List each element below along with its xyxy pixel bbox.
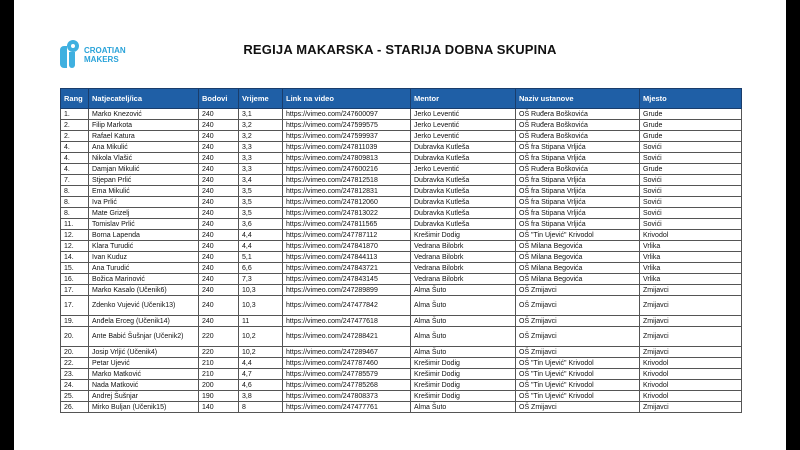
table-row bbox=[61, 186, 742, 197]
table-cell: Krivodol bbox=[640, 380, 742, 391]
table-cell: Grude bbox=[640, 164, 742, 175]
table-cell: 190 bbox=[199, 391, 239, 402]
table-cell: 2. bbox=[61, 131, 89, 142]
table-cell: Alma Šuto bbox=[411, 327, 516, 347]
table-cell: 240 bbox=[199, 219, 239, 230]
table-cell: OŠ Zmijavci bbox=[516, 402, 640, 413]
table-cell: 240 bbox=[199, 109, 239, 120]
table-cell: Zmijavci bbox=[640, 402, 742, 413]
table-cell: Sovići bbox=[640, 186, 742, 197]
table-cell: Vedrana Bilobrk bbox=[411, 263, 516, 274]
table-cell: 3,2 bbox=[239, 120, 283, 131]
table-cell: 11 bbox=[239, 316, 283, 327]
table-cell: OŠ Zmijavci bbox=[516, 296, 640, 316]
table-cell: Zmijavci bbox=[640, 347, 742, 358]
table-cell: 220 bbox=[199, 347, 239, 358]
table-cell: 4,6 bbox=[239, 380, 283, 391]
table-cell: Zdenko Vujević (Učenik13) bbox=[89, 296, 199, 316]
table-cell: Tomislav Prlić bbox=[89, 219, 199, 230]
table-cell: Dubravka Kutleša bbox=[411, 197, 516, 208]
table-cell: OŠ Zmijavci bbox=[516, 327, 640, 347]
table-cell: Krešimir Dodig bbox=[411, 391, 516, 402]
table-cell: 5,1 bbox=[239, 252, 283, 263]
table-cell: Dubravka Kutleša bbox=[411, 142, 516, 153]
table-cell: Zmijavci bbox=[640, 316, 742, 327]
table-cell: 210 bbox=[199, 369, 239, 380]
table-cell: 3,5 bbox=[239, 208, 283, 219]
video-link[interactable]: https://vimeo.com/247289899 bbox=[283, 285, 411, 296]
table-row bbox=[61, 109, 742, 120]
table-cell: 4,4 bbox=[239, 230, 283, 241]
column-header: Bodovi bbox=[199, 89, 239, 109]
video-link[interactable]: https://vimeo.com/247841870 bbox=[283, 241, 411, 252]
table-cell: 240 bbox=[199, 230, 239, 241]
table-cell: Iva Prlić bbox=[89, 197, 199, 208]
table-cell: Vedrana Bilobrk bbox=[411, 274, 516, 285]
video-link[interactable]: https://vimeo.com/247599937 bbox=[283, 131, 411, 142]
table-cell: Vedrana Bilobrk bbox=[411, 241, 516, 252]
table-cell: 19. bbox=[61, 316, 89, 327]
table-cell: 240 bbox=[199, 120, 239, 131]
table-row bbox=[61, 402, 742, 413]
video-link[interactable]: https://vimeo.com/247812518 bbox=[283, 175, 411, 186]
table-cell: Filip Markota bbox=[89, 120, 199, 131]
table-cell: OŠ "Tin Ujević" Krivodol bbox=[516, 358, 640, 369]
table-cell: 240 bbox=[199, 263, 239, 274]
table-body bbox=[61, 109, 742, 413]
table-cell: 16. bbox=[61, 274, 89, 285]
table-row bbox=[61, 120, 742, 131]
video-link[interactable]: https://vimeo.com/247787460 bbox=[283, 358, 411, 369]
video-link[interactable]: https://vimeo.com/247600216 bbox=[283, 164, 411, 175]
table-cell: OŠ "Tin Ujević" Krivodol bbox=[516, 391, 640, 402]
video-link[interactable]: https://vimeo.com/247289467 bbox=[283, 347, 411, 358]
table-cell: Zmijavci bbox=[640, 327, 742, 347]
table-cell: Stjepan Prlić bbox=[89, 175, 199, 186]
table-cell: Dubravka Kutleša bbox=[411, 175, 516, 186]
column-header: Naziv ustanove bbox=[516, 89, 640, 109]
table-cell: Jerko Leventić bbox=[411, 131, 516, 142]
table-cell: Jerko Leventić bbox=[411, 109, 516, 120]
table-cell: Ivan Kuduz bbox=[89, 252, 199, 263]
table-cell: Vrlika bbox=[640, 274, 742, 285]
table-cell: Alma Šuto bbox=[411, 316, 516, 327]
table-cell: 140 bbox=[199, 402, 239, 413]
table-cell: Zmijavci bbox=[640, 296, 742, 316]
table-cell: 3,5 bbox=[239, 197, 283, 208]
table-cell: OŠ fra Stipana Vrljića bbox=[516, 142, 640, 153]
table-cell: 26. bbox=[61, 402, 89, 413]
table-cell: 240 bbox=[199, 142, 239, 153]
table-cell: 3,3 bbox=[239, 153, 283, 164]
video-link[interactable]: https://vimeo.com/247811565 bbox=[283, 219, 411, 230]
table-cell: 240 bbox=[199, 153, 239, 164]
table-row bbox=[61, 142, 742, 153]
table-cell: Klara Turudić bbox=[89, 241, 199, 252]
column-header: Link na video bbox=[283, 89, 411, 109]
table-row bbox=[61, 131, 742, 142]
video-link[interactable]: https://vimeo.com/247812831 bbox=[283, 186, 411, 197]
table-cell: 240 bbox=[199, 285, 239, 296]
table-cell: Mirko Buljan (Učenik15) bbox=[89, 402, 199, 413]
table-cell: 8. bbox=[61, 208, 89, 219]
table-cell: Vrlika bbox=[640, 241, 742, 252]
table-cell: 240 bbox=[199, 197, 239, 208]
table-cell: Sovići bbox=[640, 197, 742, 208]
table-cell: 3,1 bbox=[239, 109, 283, 120]
document-page bbox=[14, 0, 786, 450]
table-cell: 2. bbox=[61, 120, 89, 131]
table-cell: Krivodol bbox=[640, 358, 742, 369]
table-cell: OŠ "Tin Ujević" Krivodol bbox=[516, 369, 640, 380]
table-cell: 3,3 bbox=[239, 164, 283, 175]
video-link[interactable]: https://vimeo.com/247785268 bbox=[283, 380, 411, 391]
table-cell: 210 bbox=[199, 358, 239, 369]
video-link[interactable]: https://vimeo.com/247477618 bbox=[283, 316, 411, 327]
video-link[interactable]: https://vimeo.com/247599575 bbox=[283, 120, 411, 131]
table-cell: Grude bbox=[640, 131, 742, 142]
table-cell: OŠ fra Stipana Vrljića bbox=[516, 186, 640, 197]
table-cell: OŠ Milana Begovića bbox=[516, 263, 640, 274]
video-link[interactable]: https://vimeo.com/247288421 bbox=[283, 327, 411, 347]
logo-line-2: MAKERS bbox=[84, 55, 119, 64]
table-cell: 4,7 bbox=[239, 369, 283, 380]
table-cell: 3,2 bbox=[239, 131, 283, 142]
table-row bbox=[61, 369, 742, 380]
table-cell: 12. bbox=[61, 230, 89, 241]
video-link[interactable]: https://vimeo.com/247600097 bbox=[283, 109, 411, 120]
table-cell: Ana Mikulić bbox=[89, 142, 199, 153]
table-cell: OŠ fra Stipana Vrljića bbox=[516, 208, 640, 219]
table-cell: Damjan Mikulić bbox=[89, 164, 199, 175]
column-header: Mentor bbox=[411, 89, 516, 109]
table-cell: 220 bbox=[199, 327, 239, 347]
table-cell: 10,2 bbox=[239, 347, 283, 358]
table-cell: Vedrana Bilobrk bbox=[411, 252, 516, 263]
table-cell: Nada Matković bbox=[89, 380, 199, 391]
table-cell: 3,8 bbox=[239, 391, 283, 402]
table-cell: 240 bbox=[199, 208, 239, 219]
table-row bbox=[61, 230, 742, 241]
table-cell: 17. bbox=[61, 296, 89, 316]
table-cell: Krivodol bbox=[640, 369, 742, 380]
table-cell: Sovići bbox=[640, 208, 742, 219]
table-cell: Grude bbox=[640, 109, 742, 120]
table-cell: Anđela Erceg (Učenik14) bbox=[89, 316, 199, 327]
table-row bbox=[61, 327, 742, 347]
table-cell: 23. bbox=[61, 369, 89, 380]
table-row bbox=[61, 316, 742, 327]
table-cell: Sovići bbox=[640, 142, 742, 153]
table-cell: Alma Šuto bbox=[411, 347, 516, 358]
video-link[interactable]: https://vimeo.com/247844113 bbox=[283, 252, 411, 263]
video-link[interactable]: https://vimeo.com/247787112 bbox=[283, 230, 411, 241]
table-cell: Petar Ujević bbox=[89, 358, 199, 369]
table-cell: OŠ "Tin Ujević" Krivodol bbox=[516, 380, 640, 391]
table-cell: 240 bbox=[199, 241, 239, 252]
table-cell: OŠ Milana Begovića bbox=[516, 274, 640, 285]
table-cell: Krešimir Dodig bbox=[411, 380, 516, 391]
table-cell: OŠ Ruđera Boškovića bbox=[516, 120, 640, 131]
table-cell: 4. bbox=[61, 153, 89, 164]
table-cell: 240 bbox=[199, 316, 239, 327]
table-row bbox=[61, 380, 742, 391]
table-cell: 240 bbox=[199, 131, 239, 142]
logo-line-1: CROATIAN bbox=[84, 46, 126, 55]
video-link[interactable]: https://vimeo.com/247477842 bbox=[283, 296, 411, 316]
video-link[interactable]: https://vimeo.com/247811039 bbox=[283, 142, 411, 153]
video-link[interactable]: https://vimeo.com/247813022 bbox=[283, 208, 411, 219]
table-cell: Dubravka Kutleša bbox=[411, 219, 516, 230]
table-cell: 25. bbox=[61, 391, 89, 402]
table-cell: 240 bbox=[199, 274, 239, 285]
table-cell: 12. bbox=[61, 241, 89, 252]
table-cell: 20. bbox=[61, 327, 89, 347]
table-row bbox=[61, 274, 742, 285]
table-cell: Alma Šuto bbox=[411, 296, 516, 316]
table-row bbox=[61, 208, 742, 219]
table-cell: OŠ Zmijavci bbox=[516, 316, 640, 327]
table-row bbox=[61, 358, 742, 369]
table-row bbox=[61, 164, 742, 175]
table-cell: Marko Matković bbox=[89, 369, 199, 380]
table-cell: Mate Grizelj bbox=[89, 208, 199, 219]
table-cell: Krešimir Dodig bbox=[411, 369, 516, 380]
table-cell: Krivodol bbox=[640, 391, 742, 402]
table-cell: Josip Vrljić (Učenik4) bbox=[89, 347, 199, 358]
table-row bbox=[61, 197, 742, 208]
table-cell: 8. bbox=[61, 197, 89, 208]
table-cell: Marko Kasalo (Učenik6) bbox=[89, 285, 199, 296]
table-row bbox=[61, 153, 742, 164]
table-cell: Ante Babić Šušnjar (Učenik2) bbox=[89, 327, 199, 347]
video-link[interactable]: https://vimeo.com/247812060 bbox=[283, 197, 411, 208]
column-header: Vrijeme bbox=[239, 89, 283, 109]
table-cell: Jerko Leventić bbox=[411, 164, 516, 175]
video-link[interactable]: https://vimeo.com/247477761 bbox=[283, 402, 411, 413]
table-cell: Sovići bbox=[640, 175, 742, 186]
video-link[interactable]: https://vimeo.com/247843145 bbox=[283, 274, 411, 285]
table-cell: 240 bbox=[199, 186, 239, 197]
table-cell: Alma Šuto bbox=[411, 402, 516, 413]
column-header: Natjecatelj/ica bbox=[89, 89, 199, 109]
table-cell: 3,5 bbox=[239, 186, 283, 197]
table-cell: Jerko Leventić bbox=[411, 120, 516, 131]
table-cell: Dubravka Kutleša bbox=[411, 208, 516, 219]
table-cell: 240 bbox=[199, 164, 239, 175]
video-link[interactable]: https://vimeo.com/247808373 bbox=[283, 391, 411, 402]
table-cell: OŠ Milana Begovića bbox=[516, 252, 640, 263]
table-cell: 11. bbox=[61, 219, 89, 230]
table-cell: OŠ Milana Begovića bbox=[516, 241, 640, 252]
table-row bbox=[61, 252, 742, 263]
table-cell: 3,6 bbox=[239, 219, 283, 230]
table-cell: OŠ fra Stipana Vrljića bbox=[516, 219, 640, 230]
column-header: Mjesto bbox=[640, 89, 742, 109]
table-row bbox=[61, 175, 742, 186]
table-row bbox=[61, 263, 742, 274]
table-header-row bbox=[61, 89, 742, 109]
table-cell: Grude bbox=[640, 120, 742, 131]
table-row bbox=[61, 219, 742, 230]
table-cell: 6,6 bbox=[239, 263, 283, 274]
table-cell: OŠ Ruđera Boškovića bbox=[516, 109, 640, 120]
table-cell: OŠ Ruđera Boškovića bbox=[516, 131, 640, 142]
video-link[interactable]: https://vimeo.com/247785579 bbox=[283, 369, 411, 380]
table-cell: Zmijavci bbox=[640, 285, 742, 296]
table-cell: Alma Šuto bbox=[411, 285, 516, 296]
table-cell: 4,4 bbox=[239, 241, 283, 252]
table-cell: OŠ Ruđera Boškovića bbox=[516, 164, 640, 175]
table-cell: 10,3 bbox=[239, 296, 283, 316]
video-link[interactable]: https://vimeo.com/247809813 bbox=[283, 153, 411, 164]
page-title: REGIJA MAKARSKA - STARIJA DOBNA SKUPINA bbox=[243, 42, 557, 57]
table-row bbox=[61, 296, 742, 316]
table-cell: Krešimir Dodig bbox=[411, 230, 516, 241]
table-cell: Nikola Vlašić bbox=[89, 153, 199, 164]
table-row bbox=[61, 241, 742, 252]
table-row bbox=[61, 391, 742, 402]
column-header: Rang bbox=[61, 89, 89, 109]
table-cell: Andrej Šušnjar bbox=[89, 391, 199, 402]
table-cell: Ana Turudić bbox=[89, 263, 199, 274]
table-cell: Ema Mikulić bbox=[89, 186, 199, 197]
table-cell: Sovići bbox=[640, 219, 742, 230]
table-cell: 3,3 bbox=[239, 142, 283, 153]
table-cell: 24. bbox=[61, 380, 89, 391]
table-cell: Krešimir Dodig bbox=[411, 358, 516, 369]
table-cell: OŠ fra Stipana Vrljića bbox=[516, 153, 640, 164]
table-cell: Vrlika bbox=[640, 252, 742, 263]
table-cell: OŠ fra Stipana Vrljića bbox=[516, 197, 640, 208]
table-cell: 20. bbox=[61, 347, 89, 358]
table-cell: 7. bbox=[61, 175, 89, 186]
table-cell: OŠ "Tin Ujević" Krivodol bbox=[516, 230, 640, 241]
table-cell: OŠ Zmijavci bbox=[516, 285, 640, 296]
table-cell: Dubravka Kutleša bbox=[411, 153, 516, 164]
table-cell: Božica Marinović bbox=[89, 274, 199, 285]
table-cell: 4,4 bbox=[239, 358, 283, 369]
table-cell: 14. bbox=[61, 252, 89, 263]
table-cell: 1. bbox=[61, 109, 89, 120]
table-cell: Vrlika bbox=[640, 263, 742, 274]
table-cell: 10,3 bbox=[239, 285, 283, 296]
table-cell: 4. bbox=[61, 164, 89, 175]
table-cell: 7,3 bbox=[239, 274, 283, 285]
table-cell: 200 bbox=[199, 380, 239, 391]
table-cell: Krivodol bbox=[640, 230, 742, 241]
table-cell: 240 bbox=[199, 175, 239, 186]
table-cell: 15. bbox=[61, 263, 89, 274]
table-cell: OŠ fra Stipana Vrljića bbox=[516, 175, 640, 186]
table-row bbox=[61, 347, 742, 358]
table-cell: Rafael Katura bbox=[89, 131, 199, 142]
table-cell: 4. bbox=[61, 142, 89, 153]
table-cell: 8. bbox=[61, 186, 89, 197]
table-cell: Sovići bbox=[640, 153, 742, 164]
results-table bbox=[60, 88, 742, 413]
table-cell: 240 bbox=[199, 252, 239, 263]
table-cell: Dubravka Kutleša bbox=[411, 186, 516, 197]
table-cell: 17. bbox=[61, 285, 89, 296]
table-cell: OŠ Zmijavci bbox=[516, 347, 640, 358]
table-cell: 8 bbox=[239, 402, 283, 413]
table-cell: Borna Lapenda bbox=[89, 230, 199, 241]
table-row bbox=[61, 285, 742, 296]
table-cell: Marko Knezović bbox=[89, 109, 199, 120]
table-cell: 3,4 bbox=[239, 175, 283, 186]
table-cell: 10,2 bbox=[239, 327, 283, 347]
video-link[interactable]: https://vimeo.com/247843721 bbox=[283, 263, 411, 274]
table-cell: 240 bbox=[199, 296, 239, 316]
table-cell: 22. bbox=[61, 358, 89, 369]
